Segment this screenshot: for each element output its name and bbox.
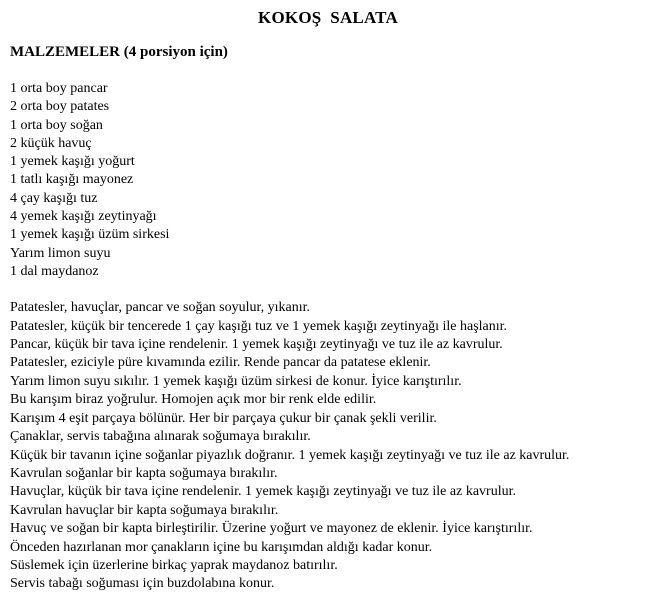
step-line: Yarım limon suyu sıkılır. 1 yemek kaşığı üzüm sirkesi de konur. İyice karıştırılır.	[10, 373, 462, 389]
ingredient-item: 2 küçük havuç	[10, 135, 92, 151]
step-line: Kavrulan havuçlar bir kapta soğumaya bırakılır.	[10, 502, 279, 518]
ingredients-heading: MALZEMELER (4 porsiyon için)	[10, 44, 228, 60]
step-line: Kavrulan soğanlar bir kapta soğumaya bırakılır.	[10, 465, 278, 481]
step-line: Karışım 4 eşit parçaya bölünür. Her bir parçaya çukur bir çanak şekli verilir.	[10, 410, 437, 426]
step-line: Çanaklar, servis tabağına alınarak soğumaya bırakılır.	[10, 429, 311, 445]
step-line: Patatesler, havuçlar, pancar ve soğan soyulur, yıkanır.	[10, 300, 310, 316]
ingredient-item: 1 orta boy pancar	[10, 81, 108, 96]
ingredient-item: 1 yemek kaşığı üzüm sirkesi	[10, 227, 170, 243]
ingredients-list	[10, 80, 646, 281]
step-line: Havuçlar, küçük bir tava içine rendelenir. 1 yemek kaşığı zeytinyağı ve tuz ile az kavrulur.	[10, 484, 516, 500]
step-line: Süslemek için üzerlerine birkaç yaprak maydanoz batırılır.	[10, 557, 338, 573]
step-line: Havuç ve soğan bir kapta birleştirilir. Üzerine yoğurt ve mayonez de eklenir. İyice karıştırılır.	[10, 521, 533, 537]
recipe-title: KOKOŞ SALATA	[258, 8, 398, 27]
ingredient-item: 1 yemek kaşığı yoğurt	[10, 154, 135, 170]
ingredient-item: 4 çay kaşığı tuz	[10, 190, 98, 206]
ingredient-item: 4 yemek kaşığı zeytinyağı	[10, 209, 157, 225]
step-line: Patatesler, küçük bir tencerede 1 çay kaşığı tuz ve 1 yemek kaşığı zeytinyağı ile haşlanır.	[10, 318, 508, 334]
step-line: Patatesler, eziciyle püre kıvamında ezilir. Rende pancar da patatese eklenir.	[10, 355, 431, 371]
step-line: Küçük bir tavanın içine soğanlar piyazlık doğranır. 1 yemek kaşığı zeytinyağı ve tuz ile az kavrulur.	[10, 447, 570, 463]
ingredient-item: Yarım limon suyu	[10, 245, 111, 261]
step-line: Servis tabağı soğuması için buzdolabına konur.	[10, 576, 275, 592]
step-line: Pancar, küçük bir tava içine rendelenir. 1 yemek kaşığı zeytinyağı ve tuz ile az kavrulur.	[10, 337, 503, 353]
ingredient-item: 1 dal maydanoz	[10, 263, 99, 279]
preparation-steps	[10, 299, 646, 594]
step-line: Önceden hazırlanan mor çanakların içine bu karışımdan aldığı kadar konur.	[10, 539, 433, 555]
recipe-document	[10, 0, 646, 594]
ingredient-item: 1 orta boy soğan	[10, 117, 103, 133]
ingredient-item: 2 orta boy patates	[10, 99, 110, 115]
step-line: Bu karışım biraz yoğrulur. Homojen açık mor bir renk elde edilir.	[10, 392, 377, 408]
ingredient-item: 1 tatlı kaşığı mayonez	[10, 172, 134, 188]
